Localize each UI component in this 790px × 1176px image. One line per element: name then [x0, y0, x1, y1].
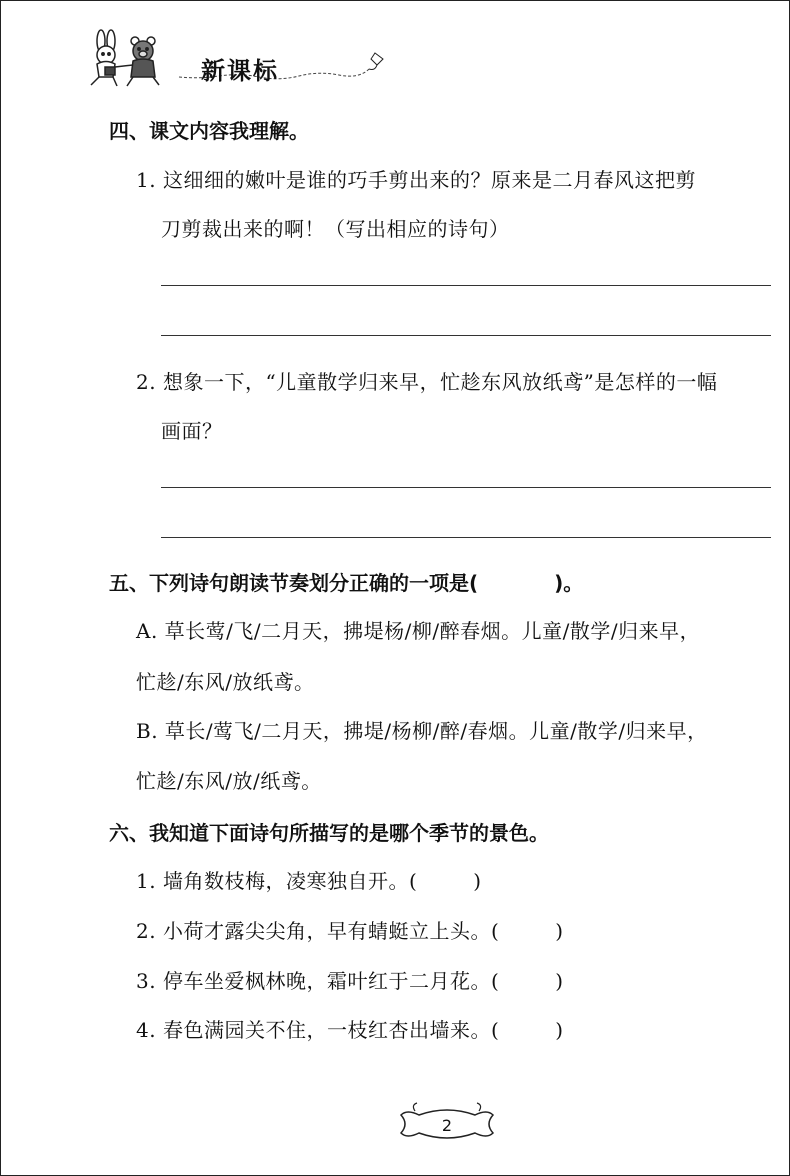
bunny-icon: [91, 30, 117, 86]
season-item-text: 4. 春色满园关不住，一枝红杏出墙来。(: [136, 1018, 500, 1042]
q4-2-line1: 2. 想象一下，“儿童散学归来早，忙趁东风放纸鸢”是怎样的一幅: [136, 370, 718, 394]
option-b-line2: 忙趁/东风/放/纸鸢。: [136, 769, 322, 793]
section-4-title: 四、课文内容我理解。: [109, 119, 309, 143]
q4-2-line2: 画面？: [161, 419, 223, 443]
answer-line[interactable]: [161, 285, 771, 286]
answer-line[interactable]: [161, 487, 771, 488]
season-item: [136, 915, 564, 944]
kite-icon: [369, 53, 383, 70]
answer-line[interactable]: [161, 335, 771, 336]
page-number: 2: [441, 1116, 453, 1135]
q4-1-line1: 1. 这细细的嫩叶是谁的巧手剪出来的？原来是二月春风这把剪: [136, 168, 696, 192]
section-5-title-close: )。: [554, 571, 584, 595]
brand-title: 新课标: [201, 57, 279, 85]
season-item: [136, 1014, 564, 1043]
season-item: [136, 865, 482, 894]
q4-1-line2: 刀剪裁出来的啊！（写出相应的诗句）: [161, 217, 510, 241]
section-6-title: 六、我知道下面诗句所描写的是哪个季节的景色。: [109, 821, 549, 845]
bear-icon: [115, 37, 159, 86]
season-item-text: 2. 小荷才露尖尖角，早有蜻蜓立上头。(: [136, 919, 500, 943]
season-item-close: ): [473, 869, 482, 893]
season-item-text: 3. 停车坐爱枫林晚，霜叶红于二月花。(: [136, 969, 500, 993]
option-a-line1: A. 草长莺/飞/二月天，拂堤杨/柳/醉春烟。儿童/散学/归来早，: [136, 619, 701, 643]
section-5-title: [109, 567, 583, 596]
season-item-close: ): [555, 919, 564, 943]
season-item-close: ): [555, 969, 564, 993]
season-item-close: ): [555, 1018, 564, 1042]
section-5-title-text: 五、下列诗句朗读节奏划分正确的一项是(: [109, 571, 479, 595]
option-a-line2: 忙趁/东风/放纸鸢。: [136, 670, 315, 694]
option-b-line1: B. 草长/莺飞/二月天，拂堤/杨柳/醉/春烟。儿童/散学/归来早，: [136, 719, 708, 743]
season-item-text: 1. 墙角数枝梅，凌寒独自开。(: [136, 869, 418, 893]
season-item: [136, 965, 564, 994]
page-number-wrap: [397, 1101, 497, 1147]
answer-line[interactable]: [161, 537, 771, 538]
